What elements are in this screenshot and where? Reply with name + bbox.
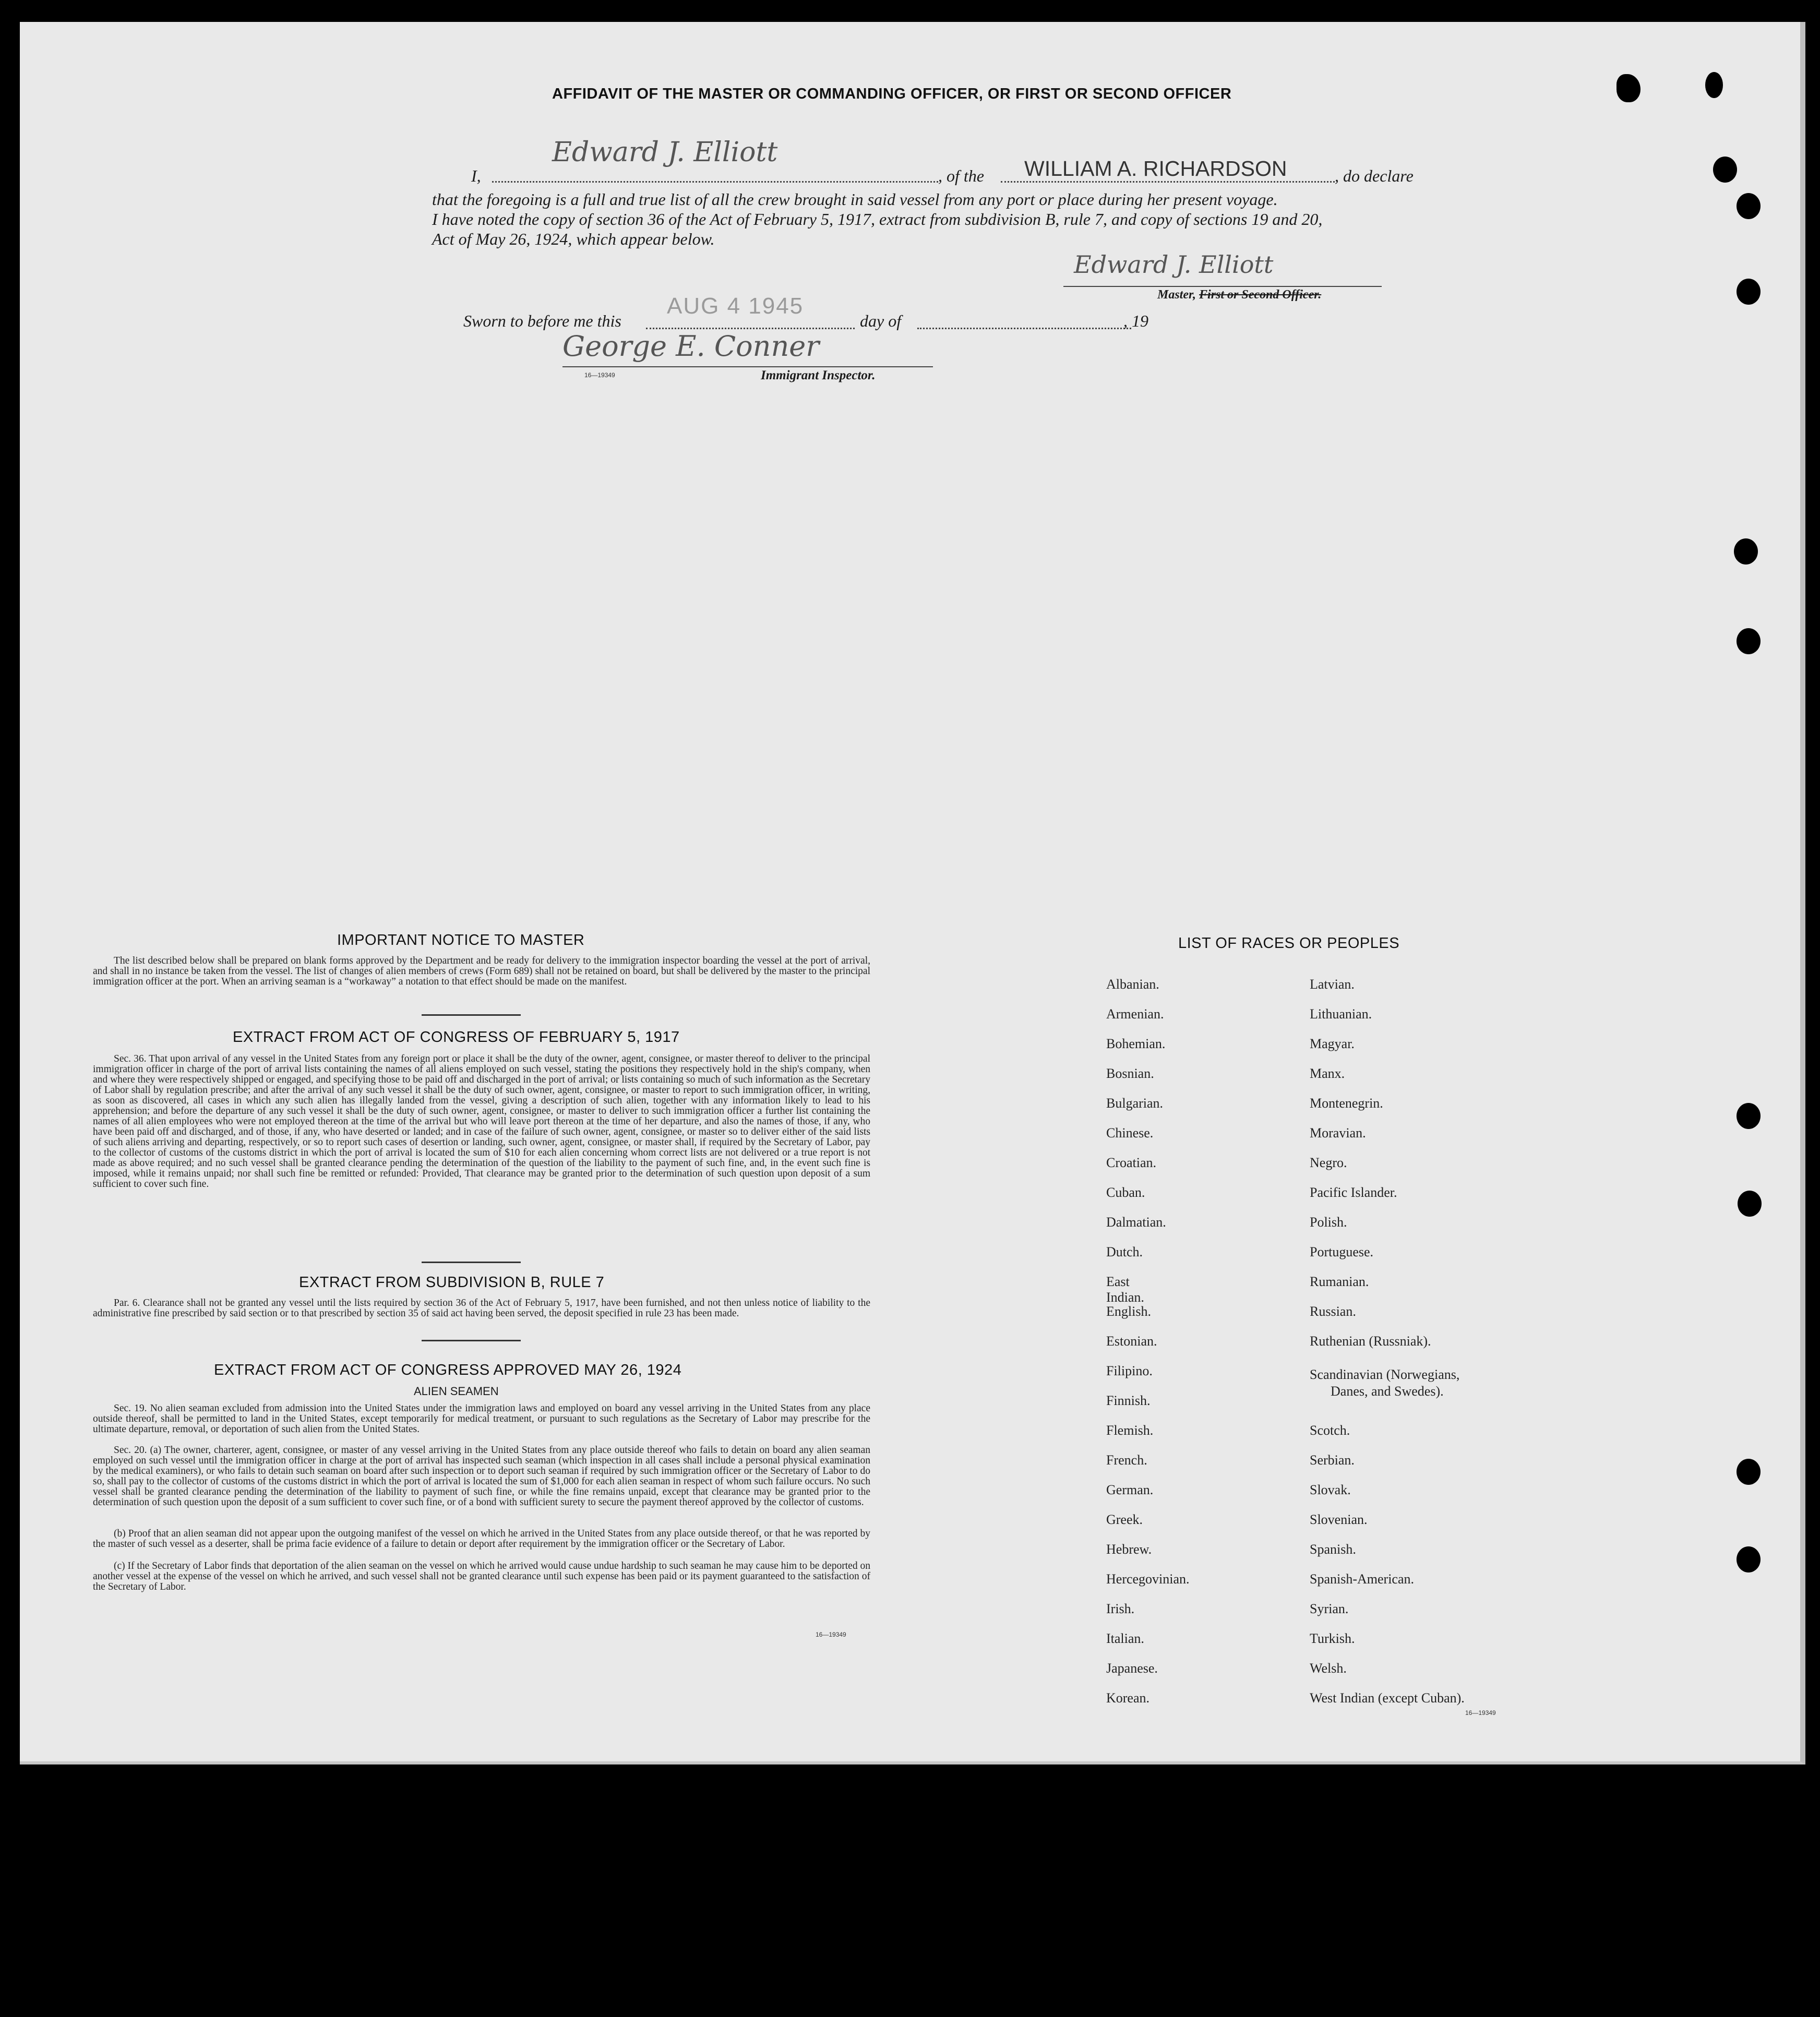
vessel-line — [1001, 181, 1335, 183]
inspector-signature: George E. Conner — [562, 330, 820, 363]
race-item: Spanish. — [1310, 1542, 1356, 1557]
races-form-number: 16—19349 — [1465, 1709, 1496, 1716]
race-item: Negro. — [1310, 1155, 1347, 1170]
race-item: Flemish. — [1106, 1423, 1154, 1438]
punch-hole — [1734, 538, 1758, 565]
extract-1917-text: Sec. 36. That upon arrival of any vessel in the United States from any foreign port or place it shall be the duty of the owner, agent, consignee, or master thereof to deliver to the principal immigration officer in charge of the port of arrival lists containing the names of all aliens employed on such vessel, stating the positions they respectively hold in the ship's company, when and where they were respectively shipped or engaged, and specifying those to be paid off and discharged in the port of arrival; or lists containing so much of such information as the Secretary of Labor shall by regulation prescribe; and after the arrival of any such vessel it shall be the duty of such owner, agent, consignee, or master to report to such immigration officer, in writing, as soon as discovered, all cases in which any such alien has illegally landed from the vessel, giving a description of such alien, together with any information likely to lead to his apprehension; and before the departure of any such vessel it shall be the duty of such owner, agent, consignee, or master to deliver to such immigration officer a further list containing the names of all alien employees who were not employed thereon at the time of the arrival but who will leave port thereon at the time of her departure, and also the names of those, if any, who have been paid off and discharged, and of those, if any, who have deserted or landed; and in case of the failure of such owner, agent, consignee, or master so to deliver either of the said lists of such aliens arriving and departing, respectively, or so to report such cases of desertion or landing, such owner, agent, consignee, or master shall, if required by the Secretary of Labor, pay to the collector of customs of the customs district in which the port of arrival is located the sum of $10 for each alien concerning whom correct lists are not delivered or a true report is not made as above required; and no such vessel shall be granted clearance pending the determination of the question of the liability to the payment of such fine, and, in the event such fine is imposed, while it remains unpaid; nor shall such fine be remitted or refunded: Provided, That clearance may be granted prior to the determination of such question upon deposit of a sum sufficient to cover such fine. — [93, 1053, 870, 1190]
inspector-caption: Immigrant Inspector. — [761, 368, 876, 382]
affidavit-form-number: 16—19349 — [584, 371, 615, 379]
race-item: Slovenian. — [1310, 1512, 1368, 1527]
rule7-title: EXTRACT FROM SUBDIVISION B, RULE 7 — [299, 1274, 605, 1291]
punch-hole — [1737, 1103, 1761, 1129]
race-item: Pacific Islander. — [1310, 1185, 1397, 1200]
divider-3 — [422, 1340, 521, 1341]
i-label: I, — [471, 166, 481, 185]
race-item: West Indian (except Cuban). — [1310, 1690, 1465, 1706]
race-item: Dalmatian. — [1106, 1215, 1166, 1230]
affidavit-body-line-3: Act of May 26, 1924, which appear below. — [432, 230, 715, 248]
race-item: Latvian. — [1310, 977, 1355, 992]
race-item: Filipino. — [1106, 1363, 1153, 1378]
race-item: Irish. — [1106, 1601, 1135, 1616]
race-item: Scandinavian (Norwegians, — [1310, 1367, 1460, 1382]
inspector-line — [562, 366, 933, 367]
race-item: Magyar. — [1310, 1036, 1355, 1051]
signature-line — [1063, 286, 1382, 287]
race-item: Danes, and Swedes). — [1331, 1384, 1444, 1399]
race-item: Montenegrin. — [1310, 1096, 1383, 1111]
race-item: East Indian. — [1106, 1274, 1144, 1305]
sworn-label: Sworn to before me this — [463, 311, 621, 330]
race-item: Portuguese. — [1310, 1244, 1374, 1259]
affidavit-title: AFFIDAVIT OF THE MASTER OR COMMANDING OFFICER, OR FIRST OR SECOND OFFICER — [552, 86, 1232, 102]
race-item: Welsh. — [1310, 1661, 1347, 1676]
race-item: Greek. — [1106, 1512, 1143, 1527]
race-item: Scotch. — [1310, 1423, 1350, 1438]
race-item: Croatian. — [1106, 1155, 1157, 1170]
punch-hole — [1737, 193, 1761, 219]
ink-blot — [1705, 72, 1723, 98]
race-item: Korean. — [1106, 1690, 1150, 1706]
signature-caption — [1157, 288, 1321, 302]
day-of-label: day of — [860, 311, 902, 330]
race-item: Serbian. — [1310, 1452, 1355, 1468]
race-item: Rumanian. — [1310, 1274, 1369, 1289]
master-caption: Master, — [1157, 288, 1196, 302]
alien-seamen-subtitle: ALIEN SEAMEN — [414, 1385, 499, 1398]
punch-hole — [1738, 1191, 1762, 1217]
race-item: Japanese. — [1106, 1661, 1158, 1676]
year-prefix: , 19 — [1123, 311, 1148, 330]
race-item: Ruthenian (Russniak). — [1310, 1334, 1431, 1349]
extract-1924-title: EXTRACT FROM ACT OF CONGRESS APPROVED MAY 26, 1924 — [214, 1362, 682, 1378]
race-item: Bulgarian. — [1106, 1096, 1164, 1111]
race-item: German. — [1106, 1482, 1154, 1497]
sec20c-text: (c) If the Secretary of Labor finds that deportation of the alien seaman on the vessel on which he arrived would cause undue hardship to such seaman he may cause him to be deported on another vessel at the expense of the vessel on which he arrived, and such vessel shall not be granted clearance until such expense has been paid or its payment guaranteed to the satisfaction of the Secretary of Labor. — [93, 1560, 870, 1592]
sec20b-text: (b) Proof that an alien seaman did not appear upon the outgoing manifest of the vessel on which he arrived in the United States from any place outside thereof, or that he was reported by the master of such vessel as a deserter, shall be prima facie evidence of a failure to detain or deport after requirement by the immigration officer or the Secretary of Labor. — [93, 1528, 870, 1550]
race-item: Lithuanian. — [1310, 1006, 1372, 1022]
affidavit-body-line-2: I have noted the copy of section 36 of the Act of February 5, 1917, extract from subdivision B, rule 7, and copy of sections 19 and 20, — [432, 210, 1323, 229]
race-item: Chinese. — [1106, 1125, 1154, 1140]
race-item: Albanian. — [1106, 977, 1159, 992]
race-item: Spanish-American. — [1310, 1571, 1415, 1587]
extract-1917-title: EXTRACT FROM ACT OF CONGRESS OF FEBRUARY 5, 1917 — [233, 1029, 680, 1046]
race-item: Turkish. — [1310, 1631, 1355, 1646]
race-item: Manx. — [1310, 1066, 1345, 1081]
races-title: LIST OF RACES OR PEOPLES — [1178, 935, 1400, 952]
vessel-name: WILLIAM A. RICHARDSON — [1024, 157, 1287, 181]
notice-title: IMPORTANT NOTICE TO MASTER — [337, 932, 585, 949]
extract-form-number: 16—19349 — [816, 1631, 846, 1638]
sworn-date-line — [646, 328, 855, 329]
rule7-text: Par. 6. Clearance shall not be granted any vessel until the lists required by section 36 of the Act of February 5, 1917, have been furnished, and not then unless notice of liability to the administrative fine prescribed by said section or to that prescribed by section 35 of said act having been served, the deposit specified in rule 23 has been made. — [93, 1298, 870, 1319]
race-item: Bohemian. — [1106, 1036, 1166, 1051]
race-item: Finnish. — [1106, 1393, 1151, 1408]
race-item: Moravian. — [1310, 1125, 1366, 1140]
race-item: Armenian. — [1106, 1006, 1164, 1022]
month-line — [917, 328, 1131, 329]
race-item: English. — [1106, 1304, 1151, 1319]
race-item: Russian. — [1310, 1304, 1356, 1319]
race-item: French. — [1106, 1452, 1147, 1468]
sec19-text: Sec. 19. No alien seaman excluded from admission into the United States under the immigration laws and employed on board any vessel arriving in the United States from any place outside thereof, shall be permitted to land in the United States, except temporarily for medical treatment, or pursuant to such regulations as the Secretary of Labor may prescribe for the ultimate departure, removal, or deportation of such alien from the United States. — [93, 1403, 870, 1435]
punch-hole — [1737, 1546, 1761, 1572]
punch-hole — [1737, 1459, 1761, 1485]
do-declare-label: , do declare — [1335, 166, 1414, 185]
race-item: Estonian. — [1106, 1334, 1157, 1349]
race-item: Syrian. — [1310, 1601, 1349, 1616]
struck-officer-caption: First or Second Officer. — [1199, 288, 1322, 302]
race-item: Dutch. — [1106, 1244, 1143, 1259]
punch-hole — [1737, 279, 1761, 305]
master-name-signature: Edward J. Elliott — [552, 137, 778, 168]
punch-hole — [1713, 157, 1737, 183]
race-item: Hercegovinian. — [1106, 1571, 1190, 1587]
race-item: Polish. — [1310, 1215, 1347, 1230]
affidavit-body-line-1: that the foregoing is a full and true list of all the crew brought in said vessel from any port or place during her present voyage. — [432, 190, 1278, 209]
ink-blot — [1617, 74, 1641, 102]
of-the-label: , of the — [938, 166, 984, 185]
notice-text: The list described below shall be prepared on blank forms approved by the Department and be ready for delivery to the immigration inspector boarding the vessel at the port of arrival, and shall in no instance be taken from the vessel. The list of changes of alien members of crews (Form 689) shall not be retained on board, but shall be delivered by the master to the principal immigration officer at the port. When an arriving seaman is a “workaway” a notation to that effect should be made on the manifest. — [93, 955, 870, 987]
race-item: Bosnian. — [1106, 1066, 1154, 1081]
race-item: Italian. — [1106, 1631, 1144, 1646]
sec20a-text: Sec. 20. (a) The owner, charterer, agent, consignee, or master of any vessel arriving in the United States from any place outside thereof who fails to detain on board any alien seaman employed on such vessel until the immigration officer in charge at the port of arrival has inspected such seaman (which inspection in all cases shall include a personal physical examination by the medical examiners), or who fails to detain such seaman on board after such inspection or to deport such seaman if required by such immigration officer or the Secretary of Labor to do so, shall pay to the collector of customs of the customs district in which the port of arrival is located the sum of $1,000 for each alien seaman in respect of whom such failure occurs. No such vessel shall be granted clearance pending the determination of the liability to payment of such fine, or while the fine remains unpaid, except that clearance may be granted prior to the determination of such question upon the deposit of a sum sufficient to cover such fine, or of a bond with sufficient surety to secure the payment thereof approved by the collector of customs. — [93, 1445, 870, 1508]
punch-hole — [1737, 628, 1761, 654]
name-line — [492, 181, 938, 183]
date-stamp: AUG 4 1945 — [667, 293, 804, 319]
document-sheet — [20, 22, 1805, 1764]
race-item: Slovak. — [1310, 1482, 1351, 1497]
divider-2 — [422, 1262, 521, 1263]
master-signature: Edward J. Elliott — [1074, 250, 1274, 279]
divider-1 — [422, 1014, 521, 1016]
race-item: Cuban. — [1106, 1185, 1145, 1200]
race-item: Hebrew. — [1106, 1542, 1152, 1557]
